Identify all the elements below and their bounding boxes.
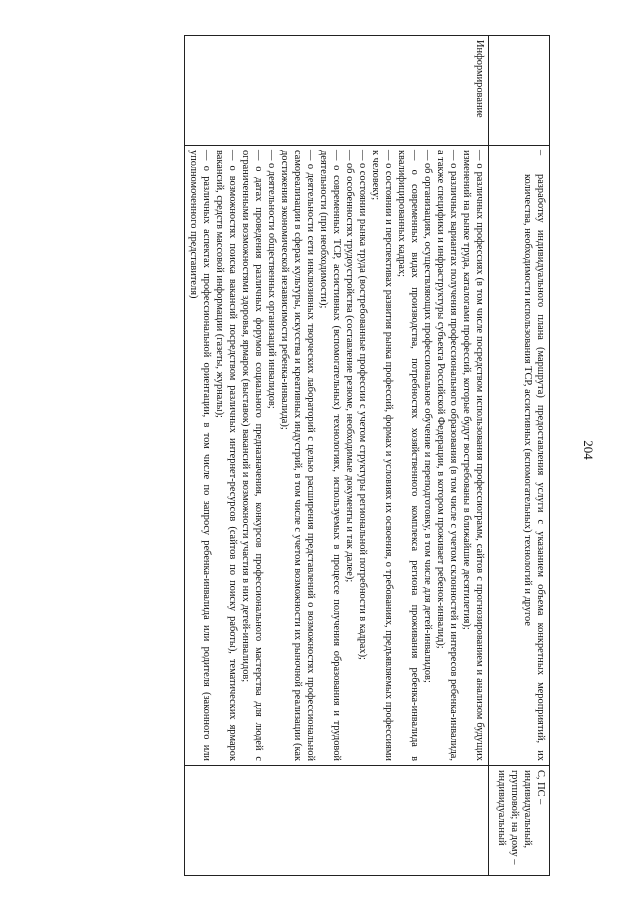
list-item: — о современных видах производства, потребностях хозяйственного комплекса региона проживания ребенка-инвалида в квалифицированных кадрах; xyxy=(396,150,420,761)
format-cell: С, ПС – индивидуальный, групповой; на дому – индивидуальный xyxy=(489,766,550,876)
row2-format-cell xyxy=(185,766,489,876)
list-item: — о деятельности общественных организаций инвалидов; xyxy=(266,150,277,409)
plan-item-text: разработку индивидуального плана (маршрута) предоставления услуги с указанием объема конкретных мероприятий, их количества, необходимости использования ТСР, ассистивных (вспомогательных) технологий и другое xyxy=(522,174,546,761)
list-item: — о различных аспектах профессиональной ориентации, в том числе по запросу ребенка-инвалида или родителя (законного или уполномоченного представителя) xyxy=(188,150,212,761)
row1-content-cell xyxy=(489,146,550,766)
list-item: — о современных ТСР, ассистивных (вспомогательных) технологиях, используемых в процессе получения образования и трудовой деятельности (при необходимости); xyxy=(318,150,342,761)
list-item: — о состоянии рынка труда (востребованные профессии с учетом структуры региональной потребности в кадрах); xyxy=(357,150,368,660)
plan-item xyxy=(521,150,547,761)
section-title: Информирование xyxy=(185,36,489,146)
info-list xyxy=(185,146,489,766)
row1-empty-cell xyxy=(489,36,550,146)
list-item: — о датах проведения различных форумов социального предназначения, конкурсов профессионального мастерства для людей с ограниченными возможностями здоровья, ярмарок (выставок) вакансий и возможности участия в них детей-инвалидов; xyxy=(240,150,264,761)
page-number: 204 xyxy=(580,440,596,460)
table-row xyxy=(185,36,489,876)
table-row xyxy=(489,36,550,876)
list-item: — о состоянии и перспективах развития рынка профессий, формах и условиях их освоения, о требованиях, предъявляемых профессиями к человеку; xyxy=(370,150,394,761)
table-sheet xyxy=(20,35,550,875)
list-item: — о возможностях поиска вакансий посредством различных интернет-ресурсов (сайтов по поиску работы), тематических ярмарок вакансий, средств массовой информации (газеты, журналы); xyxy=(214,150,238,761)
service-table xyxy=(184,35,550,876)
list-item: — о различных вариантах получения профессионального образования (в том числе с учетом склонностей и интересов ребенка-инвалида, а также специфики и инфраструктуры субъекта Российской Федерации, в котором проживает ребенок-инвалид); xyxy=(435,150,459,761)
list-item: — о деятельности сети инклюзивных творческих лабораторий с целью расширения представлений о возможностях профессиональной самореализации в сферах культуры, искусства и креативных индустрий, в том числе с учетом возможности их рыночной реализации (как достижения экономической независимости ребенка-инвалида); xyxy=(279,150,316,761)
item-dash: – xyxy=(535,150,546,156)
list-item: — об особенностях трудоустройства (составление резюме, необходимые документы и так далее); xyxy=(344,150,355,583)
list-item: — о различных профессиях (в том числе посредством использования профессиограмм, сайтов с прогнозированием и анализом будущих изменений на рынке труда, каталогами профессий, которые будут востребованы в ближайшие десятилетия); xyxy=(461,150,485,761)
list-item: — об организациях, осуществляющих профессиональное обучение и переподготовку, в том числе для детей-инвалидов; xyxy=(422,150,433,683)
